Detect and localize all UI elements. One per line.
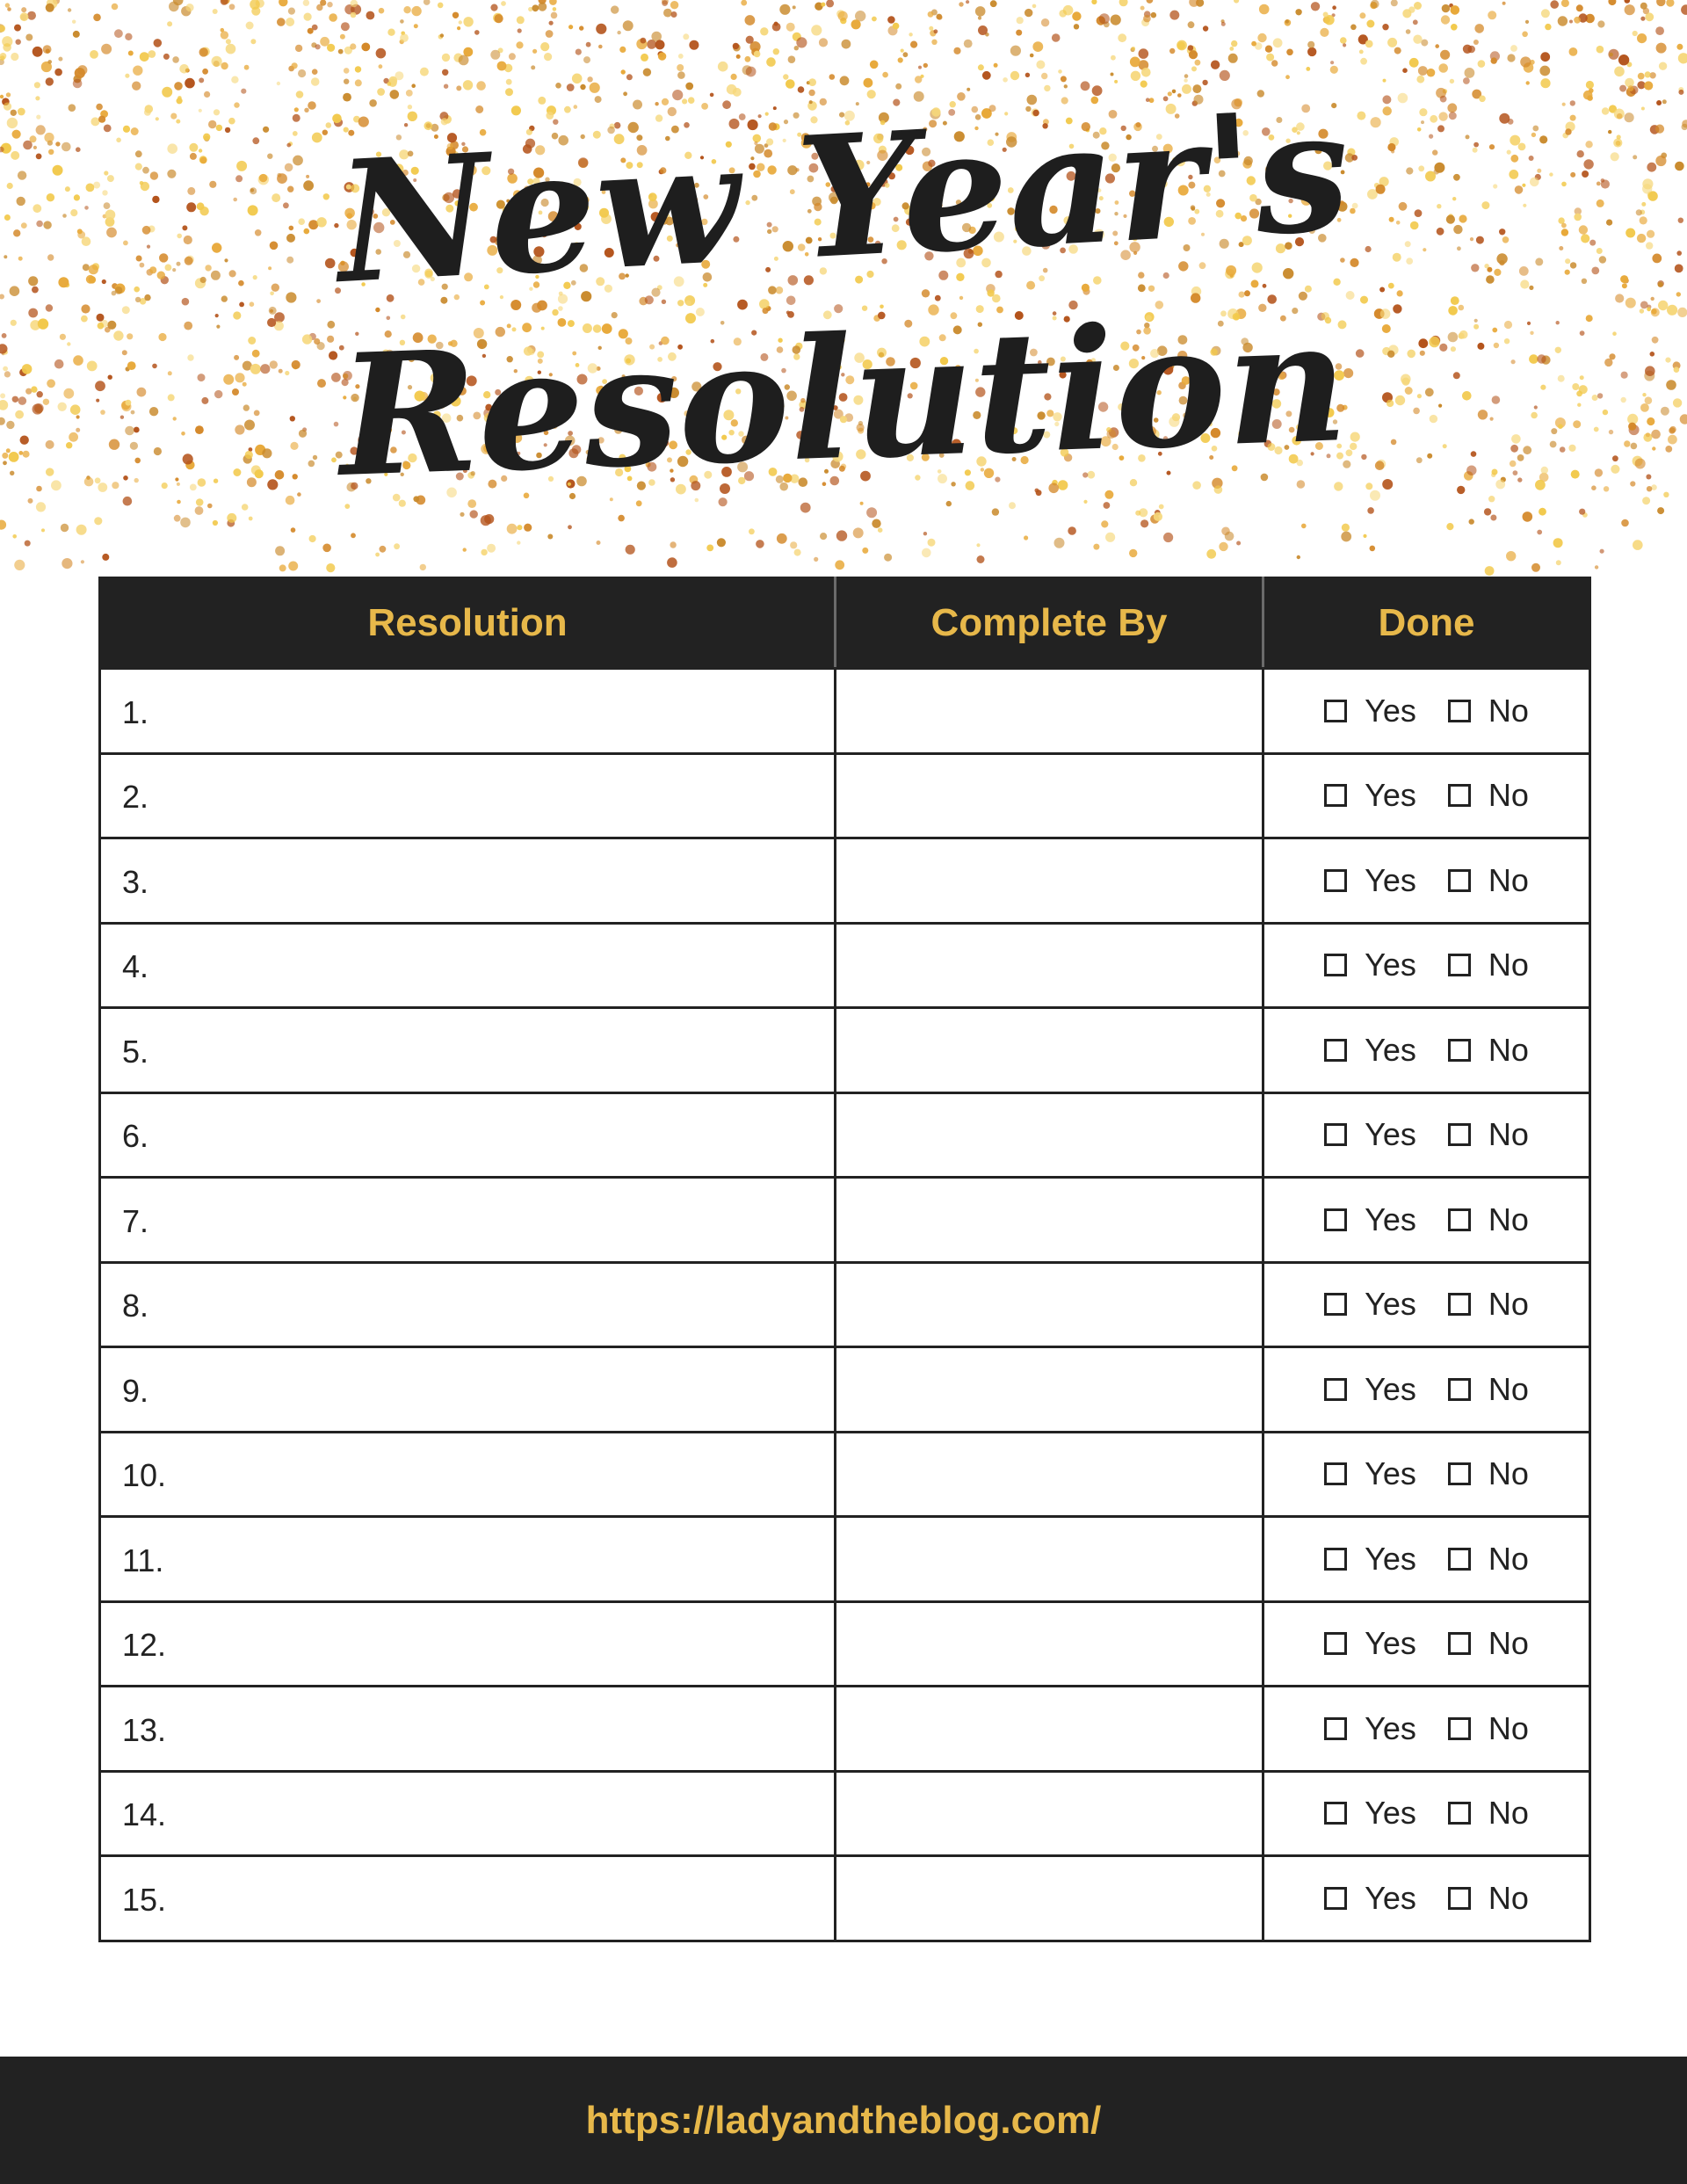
yes-option[interactable] (1324, 947, 1416, 983)
done-cell (1263, 1601, 1590, 1687)
resolution-cell[interactable] (100, 1008, 836, 1093)
yes-checkbox[interactable] (1324, 1462, 1347, 1485)
resolution-cell[interactable] (100, 1178, 836, 1263)
no-label: No (1488, 1879, 1529, 1916)
footer-bar (0, 2057, 1687, 2184)
yes-option[interactable] (1324, 693, 1416, 729)
yes-label: Yes (1365, 1795, 1416, 1832)
no-checkbox[interactable] (1448, 1462, 1471, 1485)
row-number: 4. (122, 948, 149, 984)
yes-label: Yes (1365, 1455, 1416, 1492)
done-options (1264, 1348, 1589, 1431)
column-header-resolution: Resolution (100, 578, 836, 669)
table-body (100, 669, 1590, 1941)
no-label: No (1488, 692, 1529, 729)
yes-checkbox[interactable] (1324, 1039, 1347, 1062)
row-number: 5. (122, 1033, 149, 1070)
yes-label: Yes (1365, 1201, 1416, 1237)
yes-checkbox[interactable] (1324, 1208, 1347, 1231)
done-cell (1263, 1262, 1590, 1347)
no-label: No (1488, 1540, 1529, 1577)
resolution-cell[interactable] (100, 1517, 836, 1602)
no-checkbox[interactable] (1448, 1208, 1471, 1231)
complete-by-cell[interactable] (836, 1092, 1263, 1178)
title-line-2: Resolution (336, 283, 1351, 514)
table-row (100, 1601, 1590, 1687)
no-checkbox[interactable] (1448, 1378, 1471, 1401)
no-option[interactable] (1448, 1880, 1529, 1917)
resolution-cell[interactable] (100, 1347, 836, 1433)
yes-checkbox[interactable] (1324, 1548, 1347, 1571)
complete-by-cell[interactable] (836, 1432, 1263, 1517)
complete-by-cell[interactable] (836, 753, 1263, 838)
done-cell (1263, 753, 1590, 838)
no-checkbox[interactable] (1448, 869, 1471, 892)
no-checkbox[interactable] (1448, 1039, 1471, 1062)
yes-option[interactable] (1324, 1625, 1416, 1662)
complete-by-cell[interactable] (836, 1771, 1263, 1856)
done-cell (1263, 838, 1590, 924)
done-options (1264, 1179, 1589, 1261)
done-cell (1263, 923, 1590, 1008)
done-options (1264, 1433, 1589, 1516)
complete-by-cell[interactable] (836, 1856, 1263, 1941)
done-cell (1263, 1178, 1590, 1263)
no-label: No (1488, 861, 1529, 898)
yes-label: Yes (1365, 1879, 1416, 1916)
resolution-cell[interactable] (100, 1092, 836, 1178)
yes-checkbox[interactable] (1324, 1293, 1347, 1316)
no-option[interactable] (1448, 1710, 1529, 1747)
done-options (1264, 670, 1589, 752)
no-option[interactable] (1448, 1455, 1529, 1492)
column-header-complete-by: Complete By (836, 578, 1263, 669)
row-number: 10. (122, 1457, 167, 1493)
yes-label: Yes (1365, 777, 1416, 814)
title-line-1: New Year's (332, 71, 1355, 322)
resolution-cell[interactable] (100, 753, 836, 838)
yes-label: Yes (1365, 1286, 1416, 1323)
done-options (1264, 1603, 1589, 1686)
row-number: 6. (122, 1118, 149, 1154)
yes-option[interactable] (1324, 1795, 1416, 1832)
table-row (100, 1178, 1590, 1263)
yes-option[interactable] (1324, 1710, 1416, 1747)
done-cell (1263, 1092, 1590, 1178)
resolution-cell[interactable] (100, 1856, 836, 1941)
no-option[interactable] (1448, 693, 1529, 729)
yes-option[interactable] (1324, 1455, 1416, 1492)
done-cell (1263, 1771, 1590, 1856)
no-option[interactable] (1448, 1286, 1529, 1323)
row-number: 2. (122, 779, 149, 815)
no-option[interactable] (1448, 1795, 1529, 1832)
done-options (1264, 1264, 1589, 1346)
no-checkbox[interactable] (1448, 1802, 1471, 1825)
yes-option[interactable] (1324, 1880, 1416, 1917)
title-lettering (0, 0, 1687, 580)
no-label: No (1488, 1795, 1529, 1832)
header-banner (0, 0, 1687, 580)
no-checkbox[interactable] (1448, 1717, 1471, 1740)
table-row (100, 753, 1590, 838)
yes-checkbox[interactable] (1324, 1887, 1347, 1910)
resolution-cell[interactable] (100, 1687, 836, 1772)
resolution-cell[interactable] (100, 1262, 836, 1347)
no-option[interactable] (1448, 1116, 1529, 1153)
table-row (100, 669, 1590, 754)
yes-checkbox[interactable] (1324, 954, 1347, 976)
row-number: 11. (122, 1542, 164, 1578)
no-checkbox[interactable] (1448, 1293, 1471, 1316)
resolution-cell[interactable] (100, 1432, 836, 1517)
no-option[interactable] (1448, 947, 1529, 983)
complete-by-cell[interactable] (836, 1687, 1263, 1772)
done-cell (1263, 1008, 1590, 1093)
no-option[interactable] (1448, 1541, 1529, 1578)
yes-checkbox[interactable] (1324, 1802, 1347, 1825)
yes-checkbox[interactable] (1324, 1378, 1347, 1401)
yes-checkbox[interactable] (1324, 1123, 1347, 1146)
row-number: 7. (122, 1202, 149, 1239)
table-header-row (100, 578, 1590, 669)
row-number: 13. (122, 1711, 167, 1748)
table-row (100, 1008, 1590, 1093)
yes-label: Yes (1365, 861, 1416, 898)
no-option[interactable] (1448, 1371, 1529, 1408)
yes-label: Yes (1365, 1625, 1416, 1662)
done-cell (1263, 1517, 1590, 1602)
no-option[interactable] (1448, 1032, 1529, 1069)
row-number: 12. (122, 1627, 167, 1663)
complete-by-cell[interactable] (836, 923, 1263, 1008)
yes-label: Yes (1365, 692, 1416, 729)
no-option[interactable] (1448, 862, 1529, 899)
no-label: No (1488, 947, 1529, 983)
done-options (1264, 755, 1589, 838)
no-label: No (1488, 1286, 1529, 1323)
yes-option[interactable] (1324, 1286, 1416, 1323)
column-header-done: Done (1263, 578, 1590, 669)
table-row (100, 1687, 1590, 1772)
yes-checkbox[interactable] (1324, 784, 1347, 807)
no-label: No (1488, 1201, 1529, 1237)
no-label: No (1488, 1455, 1529, 1492)
done-options (1264, 1518, 1589, 1600)
yes-option[interactable] (1324, 1116, 1416, 1153)
complete-by-cell[interactable] (836, 838, 1263, 924)
yes-label: Yes (1365, 1370, 1416, 1407)
yes-option[interactable] (1324, 1032, 1416, 1069)
done-cell (1263, 1432, 1590, 1517)
done-options (1264, 925, 1589, 1007)
no-label: No (1488, 777, 1529, 814)
yes-label: Yes (1365, 1031, 1416, 1068)
yes-option[interactable] (1324, 1201, 1416, 1238)
no-label: No (1488, 1370, 1529, 1407)
yes-checkbox[interactable] (1324, 869, 1347, 892)
table-row (100, 1092, 1590, 1178)
yes-option[interactable] (1324, 862, 1416, 899)
table-row (100, 1771, 1590, 1856)
no-label: No (1488, 1709, 1529, 1746)
complete-by-cell[interactable] (836, 1008, 1263, 1093)
row-number: 15. (122, 1881, 167, 1918)
resolution-cell[interactable] (100, 1601, 836, 1687)
complete-by-cell[interactable] (836, 1178, 1263, 1263)
row-number: 9. (122, 1372, 149, 1409)
row-number: 8. (122, 1288, 149, 1324)
no-option[interactable] (1448, 1201, 1529, 1238)
table-row (100, 1432, 1590, 1517)
yes-option[interactable] (1324, 1541, 1416, 1578)
complete-by-cell[interactable] (836, 1347, 1263, 1433)
row-number: 1. (122, 693, 149, 730)
table-row (100, 838, 1590, 924)
yes-label: Yes (1365, 1116, 1416, 1153)
resolution-table (98, 577, 1591, 1942)
no-label: No (1488, 1031, 1529, 1068)
yes-label: Yes (1365, 1709, 1416, 1746)
done-cell (1263, 1347, 1590, 1433)
table-row (100, 923, 1590, 1008)
yes-option[interactable] (1324, 1371, 1416, 1408)
no-checkbox[interactable] (1448, 1632, 1471, 1655)
no-option[interactable] (1448, 1625, 1529, 1662)
yes-checkbox[interactable] (1324, 1717, 1347, 1740)
yes-label: Yes (1365, 947, 1416, 983)
complete-by-cell[interactable] (836, 1601, 1263, 1687)
done-options (1264, 1687, 1589, 1770)
no-label: No (1488, 1116, 1529, 1153)
no-checkbox[interactable] (1448, 1548, 1471, 1571)
table-row (100, 1347, 1590, 1433)
resolution-cell[interactable] (100, 838, 836, 924)
resolution-cell[interactable] (100, 669, 836, 754)
footer-url-link[interactable]: https://ladyandtheblog.com/ (585, 2098, 1102, 2142)
resolution-cell[interactable] (100, 923, 836, 1008)
no-checkbox[interactable] (1448, 1123, 1471, 1146)
table-row (100, 1262, 1590, 1347)
no-label: No (1488, 1625, 1529, 1662)
done-options (1264, 1009, 1589, 1092)
yes-label: Yes (1365, 1540, 1416, 1577)
table-row (100, 1856, 1590, 1941)
no-checkbox[interactable] (1448, 784, 1471, 807)
resolution-table-container (98, 577, 1589, 1942)
yes-checkbox[interactable] (1324, 1632, 1347, 1655)
complete-by-cell[interactable] (836, 1262, 1263, 1347)
done-options (1264, 1773, 1589, 1855)
no-checkbox[interactable] (1448, 954, 1471, 976)
no-checkbox[interactable] (1448, 700, 1471, 722)
done-cell (1263, 669, 1590, 754)
done-cell (1263, 1687, 1590, 1772)
table-row (100, 1517, 1590, 1602)
complete-by-cell[interactable] (836, 1517, 1263, 1602)
row-number: 14. (122, 1796, 167, 1832)
done-options (1264, 1094, 1589, 1177)
yes-checkbox[interactable] (1324, 700, 1347, 722)
done-cell (1263, 1856, 1590, 1941)
yes-option[interactable] (1324, 777, 1416, 814)
no-option[interactable] (1448, 777, 1529, 814)
complete-by-cell[interactable] (836, 669, 1263, 754)
done-options (1264, 839, 1589, 922)
done-options (1264, 1857, 1589, 1940)
row-number: 3. (122, 863, 149, 900)
resolution-cell[interactable] (100, 1771, 836, 1856)
no-checkbox[interactable] (1448, 1887, 1471, 1910)
